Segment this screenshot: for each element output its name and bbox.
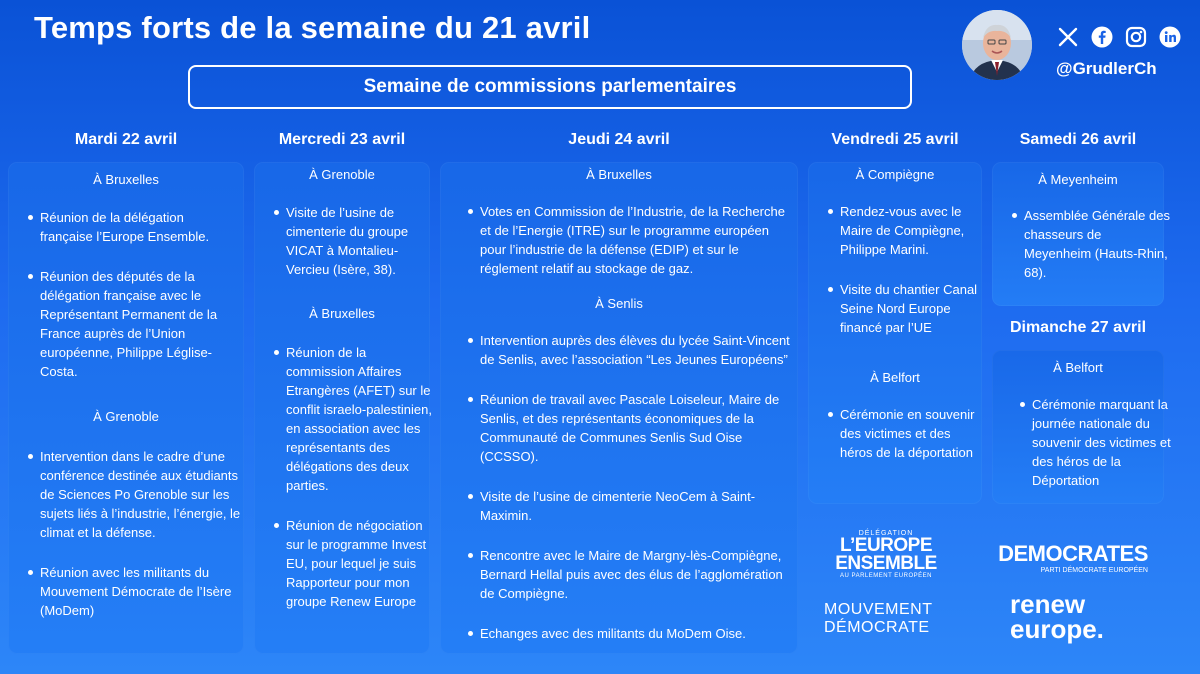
location-label: À Grenoble — [309, 167, 375, 182]
day-card-mercredi — [254, 162, 430, 654]
event-list — [1010, 206, 1170, 282]
location-label: À Grenoble — [93, 409, 159, 424]
list-item: Intervention dans le cadre d’une conférence destinée aux étudiants de Sciences Po Grenoble sur les sujets liés à l’industrie, l’énergie, le climat et la défense. — [40, 449, 241, 540]
linkedin-icon[interactable] — [1157, 24, 1183, 50]
location-label: À Senlis — [595, 296, 643, 311]
location-label: À Belfort — [870, 370, 920, 385]
event-list — [826, 405, 986, 462]
day-card-dimanche — [992, 350, 1171, 504]
list-item: Visite du chantier Canal Seine Nord Europe financé par l’UE — [840, 280, 986, 337]
list-item: Réunion de la commission Affaires Etrangères (AFET) sur le conflit israelo-palestinien, en association avec les représentants des délégations des deux parties. — [286, 343, 438, 495]
day-card-vendredi — [808, 162, 982, 504]
location-label: À Compiègne — [855, 167, 935, 182]
social-links — [1055, 24, 1183, 50]
event-list — [272, 343, 438, 611]
list-item: Cérémonie en souvenir des victimes et des héros de la déportation — [840, 405, 986, 462]
day-card-jeudi — [440, 162, 798, 654]
day-header-mercredi: Mercredi 23 avril — [278, 131, 406, 148]
location-label: À Meyenheim — [1038, 172, 1118, 187]
event-list — [826, 202, 986, 337]
instagram-icon[interactable] — [1123, 24, 1149, 50]
list-item: Intervention auprès des élèves du lycée Saint-Vincent de Senlis, avec l’association “Les Jeunes Européens” — [480, 331, 800, 369]
list-item: Réunion de la délégation française l’Europe Ensemble. — [40, 208, 238, 246]
list-item: Visite de l’usine de cimenterie NeoCem à Saint-Maximin. — [480, 487, 800, 525]
day-header-dimanche: Dimanche 27 avril — [1009, 319, 1147, 336]
event-list — [466, 331, 800, 643]
day-header-samedi: Samedi 26 avril — [1019, 131, 1137, 148]
list-item: Votes en Commission de l’Industrie, de la Recherche et de l’Energie (ITRE) sur le programme européen pour l’industrie de la défense (EDIP) et sur le réglement relatif au stockage de gaz. — [480, 202, 798, 278]
modem-logo: MOUVEMENT DÉMOCRATE — [824, 601, 933, 636]
day-card-samedi — [992, 162, 1170, 306]
list-item: Réunion des députés de la délégation française avec le Représentant Permanent de la France auprès de l’Union européenne, Philippe Léglise-Costa. — [40, 267, 238, 381]
list-item: Réunion de négociation sur le programme Invest EU, pour lequel je suis Rapporteur pour mon groupe Renew Europe — [286, 516, 438, 611]
day-header-vendredi: Vendredi 25 avril — [831, 131, 959, 148]
list-item: Rencontre avec le Maire de Margny-lès-Compiègne, Bernard Hellal puis avec des élus de l’agglomération de Compiègne. — [480, 546, 800, 603]
list-item: Rendez-vous avec le Maire de Compiègne, Philippe Marini. — [840, 202, 986, 259]
event-list — [26, 447, 242, 620]
location-label: À Bruxelles — [93, 172, 159, 187]
list-item: Visite de l’usine de cimenterie du groupe VICAT à Montalieu-Vercieu (Isère, 38). — [286, 203, 436, 279]
location-label: À Belfort — [1053, 360, 1103, 375]
location-label: À Bruxelles — [309, 306, 375, 321]
location-label: À Bruxelles — [586, 167, 652, 182]
avatar — [962, 10, 1032, 80]
x-icon[interactable] — [1055, 24, 1081, 50]
event-list — [1018, 395, 1172, 490]
list-item: Réunion de travail avec Pascale Loiseleur, Maire de Senlis, et des représentants économiques de la Communauté de Communes Senlis Sud Oise (CCSSO). — [480, 390, 800, 466]
day-header-mardi: Mardi 22 avril — [74, 131, 178, 148]
day-header-jeudi: Jeudi 24 avril — [568, 131, 670, 148]
list-item: Echanges avec des militants du MoDem Oise. — [480, 624, 800, 643]
event-list — [466, 202, 798, 278]
day-card-mardi — [8, 162, 244, 654]
facebook-icon[interactable] — [1089, 24, 1115, 50]
social-handle: @GrudlerCh — [1056, 59, 1157, 78]
event-list — [272, 203, 436, 279]
list-item: Réunion avec les militants du Mouvement Démocrate de l’Isère (MoDem) — [40, 563, 242, 620]
event-list — [26, 208, 238, 381]
subtitle-banner — [188, 65, 912, 109]
list-item: Cérémonie marquant la journée nationale du souvenir des victimes et des héros de la Déportation — [1032, 397, 1171, 488]
list-item: Assemblée Générale des chasseurs de Meyenheim (Hauts-Rhin, 68). — [1024, 208, 1170, 280]
europe-ensemble-logo: DÉLÉGATION L’EUROPE ENSEMBLE AU PARLEMENT EUROPÉEN — [835, 530, 937, 579]
democrates-logo: DEMOCRATES PARTI DÉMOCRATE EUROPÉEN — [998, 541, 1148, 574]
renew-europe-logo: renew europe. — [1010, 589, 1104, 644]
subtitle-text: Semaine de commissions parlementaires — [363, 76, 737, 97]
page-title: Temps forts de la semaine du 21 avril — [34, 10, 591, 45]
